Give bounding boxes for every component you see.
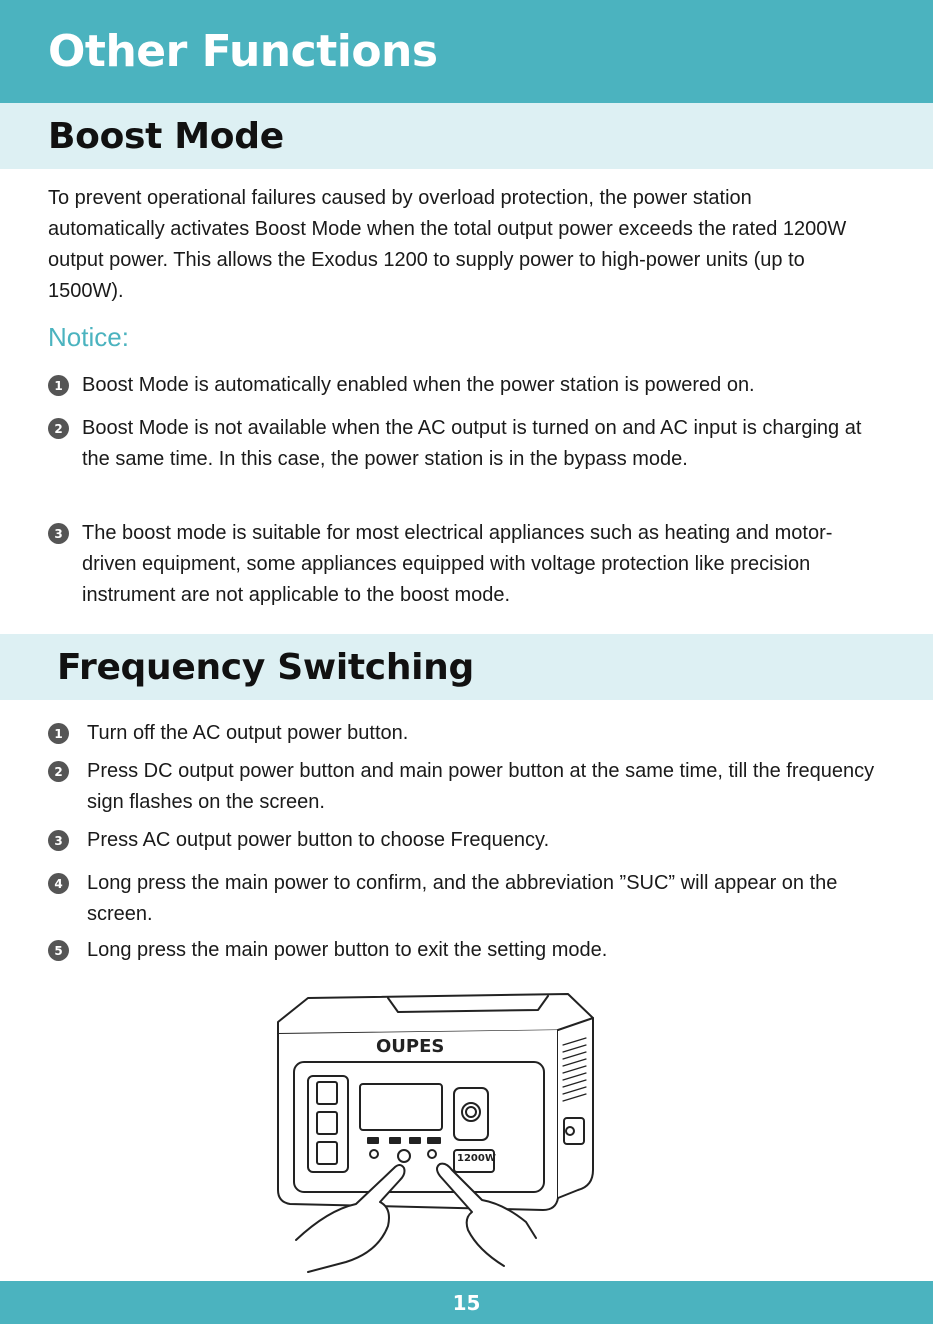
page-header-bar bbox=[0, 0, 933, 103]
number-badge: 3 bbox=[48, 523, 69, 544]
step-text: Long press the main power to confirm, and the abbreviation ”SUC” will appear on the screen. bbox=[87, 872, 838, 925]
boost-mode-heading: Boost Mode bbox=[48, 116, 284, 157]
notice-text: Boost Mode is not available when the AC output is turned on and AC input is charging at the same time. In this case, the power station is in the bypass mode. bbox=[82, 417, 862, 470]
step-text: Long press the main power button to exit the setting mode. bbox=[87, 939, 608, 961]
notice-text: Boost Mode is automatically enabled when the power station is powered on. bbox=[82, 374, 755, 396]
frequency-heading-band bbox=[0, 634, 933, 700]
page-number: 15 bbox=[452, 1291, 481, 1315]
notice-text: The boost mode is suitable for most electrical appliances such as heating and motor-driven equipment, some appliances equipped with voltage protection like precision instrument are not applicable to the boost mode. bbox=[82, 522, 833, 606]
notice-label: Notice: bbox=[48, 322, 129, 352]
page-footer-bar bbox=[0, 1281, 933, 1324]
power-rating-badge: 1200W bbox=[457, 1153, 496, 1164]
step-text: Turn off the AC output power button. bbox=[87, 722, 409, 744]
number-badge: 5 bbox=[48, 940, 69, 961]
number-badge: 4 bbox=[48, 873, 69, 894]
step-text: Press DC output power button and main power button at the same time, till the frequency sign flashes on the screen. bbox=[87, 760, 875, 813]
number-badge: 2 bbox=[48, 761, 69, 782]
page-title: Other Functions bbox=[48, 26, 438, 77]
frequency-switching-heading: Frequency Switching bbox=[57, 647, 474, 688]
number-badge: 2 bbox=[48, 418, 69, 439]
number-badge: 3 bbox=[48, 830, 69, 851]
boost-mode-intro: To prevent operational failures caused by overload protection, the power station automatically activates Boost Mode when the total output power exceeds the rated 1200W output power. This allows the Exodus 1200 to supply power to high-power units (up to 1500W). bbox=[48, 187, 847, 302]
step-text: Press AC output power button to choose Frequency. bbox=[87, 829, 550, 851]
boost-mode-heading-band bbox=[0, 103, 933, 169]
number-badge: 1 bbox=[48, 723, 69, 744]
power-station-illustration bbox=[268, 990, 608, 1280]
brand-logo-text: OUPES bbox=[376, 1036, 445, 1057]
number-badge: 1 bbox=[48, 375, 69, 396]
